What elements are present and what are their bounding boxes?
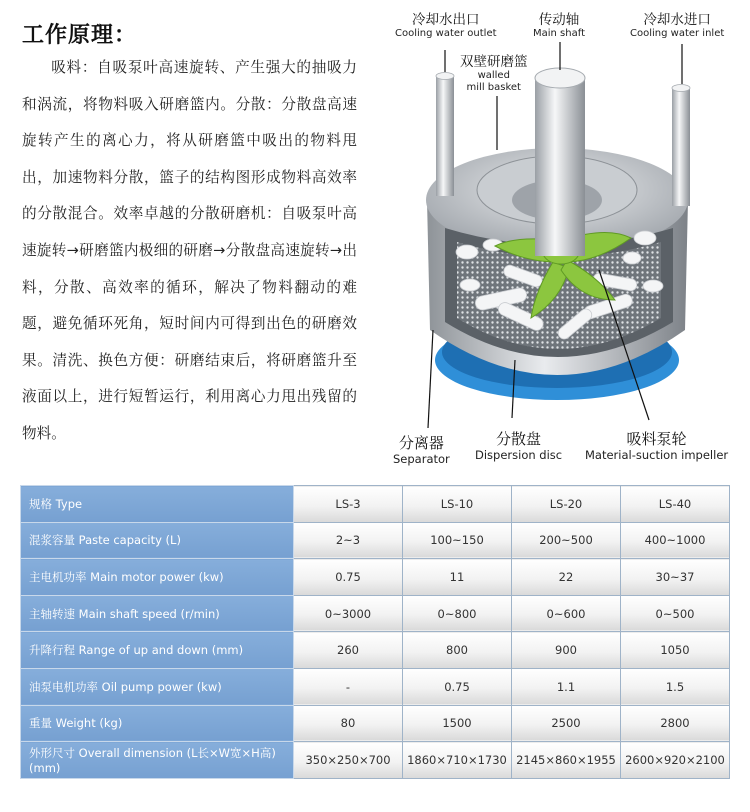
table-cell: 1.1	[512, 668, 621, 705]
mill-illustration	[385, 0, 750, 478]
label-cooling-inlet: 冷却水进口 Cooling water inlet	[630, 12, 725, 39]
label-separator: 分离器 Separator	[393, 434, 450, 466]
outlet-pipe	[436, 76, 454, 196]
page-title: 工作原理：	[22, 23, 138, 48]
table-cell: 2500	[512, 705, 621, 742]
table-cell: 2600×920×2100	[621, 742, 730, 779]
table-cell: 2800	[621, 705, 730, 742]
table-cell: 22	[512, 559, 621, 596]
table-row	[21, 705, 730, 742]
spec-table	[20, 485, 730, 779]
working-principle-text	[22, 50, 357, 453]
table-row	[21, 595, 730, 632]
row-header: 混浆容量 Paste capacity (L)	[21, 522, 294, 559]
table-cell: 350×250×700	[294, 742, 403, 779]
shaft-body	[535, 78, 585, 256]
table-cell: -	[294, 668, 403, 705]
table-cell: 30~37	[621, 559, 730, 596]
table-cell: 0~600	[512, 595, 621, 632]
table-cell: 100~150	[403, 522, 512, 559]
table-row	[21, 668, 730, 705]
row-header: 油泵电机功率 Oil pump power (kw)	[21, 668, 294, 705]
row-header: 升降行程 Range of up and down (mm)	[21, 632, 294, 669]
table-cell: LS-40	[621, 486, 730, 523]
row-header: 主电机功率 Main motor power (kw)	[21, 559, 294, 596]
table-cell: 2145×860×1955	[512, 742, 621, 779]
table-cell: 800	[403, 632, 512, 669]
table-row	[21, 522, 730, 559]
inlet-pipe	[672, 88, 690, 206]
table-row	[21, 742, 730, 779]
table-cell: 400~1000	[621, 522, 730, 559]
table-cell: 0~800	[403, 595, 512, 632]
table-cell: 1050	[621, 632, 730, 669]
table-cell: 1860×710×1730	[403, 742, 512, 779]
table-row	[21, 486, 730, 523]
description-paragraph: 吸料：自吸泵叶高速旋转、产生强大的抽吸力和涡流，将物料吸入研磨篮内。分散：分散盘高速旋转产生的离心力，将从研磨篮中吸出的物料甩出，加速物料分散，篮子的结构图形成物料高效率的分散混合。效率卓越的分散研磨机：自吸泵叶高速旋转→研磨篮内极细的研磨→分散盘高速旋转→出料，分散、高效率的循环，解决了物料翻动的难题，避免循环死角，短时间内可得到出色的研磨效果。清洗、换色方便：研磨结束后，将研磨篮升至液面以上，进行短暂运行，利用离心力甩出残留的物料。	[22, 59, 357, 442]
table-cell: 0~500	[621, 595, 730, 632]
table-cell: 80	[294, 705, 403, 742]
row-header: 外形尺寸 Overall dimension (L长×W宽×H高) (mm)	[21, 742, 294, 779]
table-cell: 1500	[403, 705, 512, 742]
table-row	[21, 632, 730, 669]
table-cell: 0.75	[294, 559, 403, 596]
table-row	[21, 559, 730, 596]
row-header: 主轴转速 Main shaft speed (r/min)	[21, 595, 294, 632]
label-dispersion-disc: 分散盘 Dispersion disc	[475, 430, 563, 462]
label-main-shaft: 传动轴 Main shaft	[533, 12, 585, 39]
table-cell: 0.75	[403, 668, 512, 705]
table-cell: 200~500	[512, 522, 621, 559]
table-cell: LS-3	[294, 486, 403, 523]
table-cell: 11	[403, 559, 512, 596]
row-header: 规格 Type	[21, 486, 294, 523]
label-impeller: 吸料泵轮 Material-suction impeller	[585, 430, 729, 462]
table-cell: 900	[512, 632, 621, 669]
table-cell: 260	[294, 632, 403, 669]
label-walled-basket: 双壁研磨篮 walled mill basket	[460, 54, 528, 93]
row-header: 重量 Weight (kg)	[21, 705, 294, 742]
table-cell: LS-20	[512, 486, 621, 523]
table-cell: 0~3000	[294, 595, 403, 632]
table-cell: 1.5	[621, 668, 730, 705]
label-cooling-outlet: 冷却水出口 Cooling water outlet	[395, 12, 497, 39]
table-cell: LS-10	[403, 486, 512, 523]
table-cell: 2~3	[294, 522, 403, 559]
mill-diagram	[385, 0, 750, 478]
